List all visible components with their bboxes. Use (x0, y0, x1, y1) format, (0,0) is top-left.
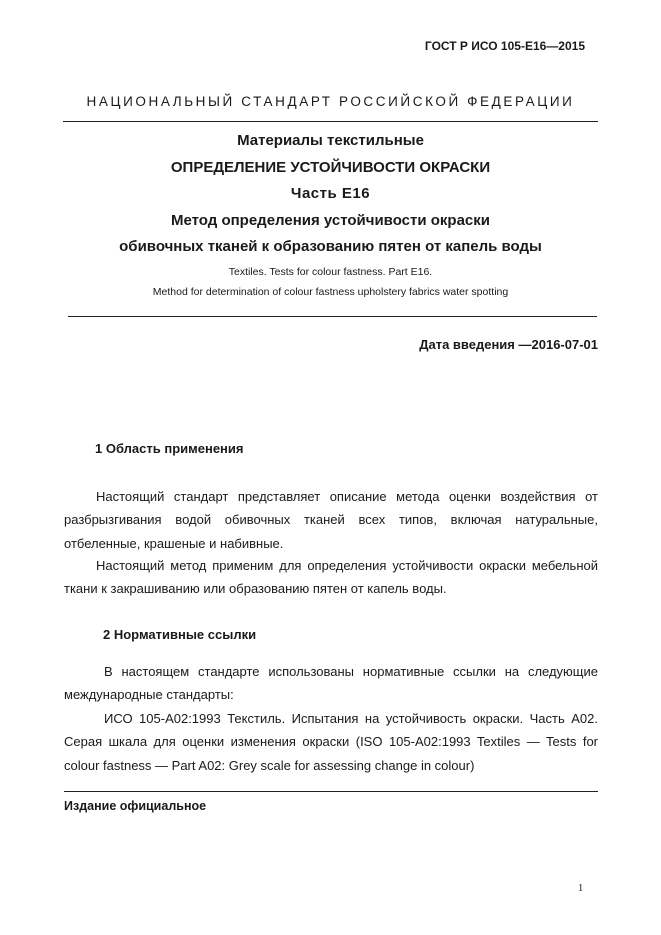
section-1-paragraph-2 (64, 554, 598, 601)
title-part: Часть Е16 (290, 185, 371, 202)
paragraph-line: colour fastness — Part A02: Grey scale for assessing change in colour) (64, 757, 475, 773)
section-2-paragraph-1 (64, 660, 598, 707)
title-line-1: Материалы текстильные (237, 132, 424, 149)
document-code: ГОСТ Р ИСО 105-Е16—2015 (424, 39, 585, 53)
section-2-paragraph-2 (64, 707, 598, 777)
title-rule (68, 316, 597, 317)
paragraph-line: Серая шкала для оценки изменения окраски (ISO 105-A02:1993 Textiles — Tests for (64, 734, 598, 750)
official-edition-label: Издание официальное (64, 799, 207, 813)
paragraph-line: ткани к закрашиванию или образованию пятен от капель воды. (64, 581, 447, 597)
paragraph-line: международные стандарты: (64, 687, 234, 703)
introduction-date: Дата введения —2016-07-01 (419, 337, 598, 352)
paragraph-line: Настоящий стандарт представляет описание метода оценки воздействия от (96, 489, 598, 504)
paragraph-line: Настоящий метод применим для определения устойчивости окраски мебельной (96, 558, 598, 573)
section-1-heading: 1 Область применения (95, 441, 244, 456)
header-rule (63, 121, 598, 122)
section-1-paragraph-1 (64, 485, 598, 555)
paragraph-line: В настоящем стандарте использованы нормативные ссылки на следующие (104, 664, 598, 679)
footnote-rule (64, 791, 598, 792)
paragraph-line: разбрызгивания водой обивочных тканей всех типов, включая натуральные, (64, 512, 598, 528)
section-2-heading: 2 Нормативные ссылки (103, 627, 257, 642)
english-title-2: Method for determination of colour fastness upholstery fabrics water spotting (152, 286, 509, 298)
title-line-4: Метод определения устойчивости окраски (171, 212, 490, 229)
paragraph-line: отбеленные, крашеные и набивные. (64, 535, 284, 551)
title-line-2: ОПРЕДЕЛЕНИЕ УСТОЙЧИВОСТИ ОКРАСКИ (170, 159, 491, 176)
title-line-5: обивочных тканей к образованию пятен от капель воды (119, 238, 542, 255)
page-number: 1 (578, 883, 584, 894)
national-standard-title: НАЦИОНАЛЬНЫЙ СТАНДАРТ РОССИЙСКОЙ ФЕДЕРАЦИИ (86, 94, 575, 109)
english-title-1: Textiles. Tests for colour fastness. Part E16. (228, 266, 433, 278)
paragraph-line: ИСО 105-А02:1993 Текстиль. Испытания на устойчивость окраски. Часть А02. (104, 711, 598, 726)
